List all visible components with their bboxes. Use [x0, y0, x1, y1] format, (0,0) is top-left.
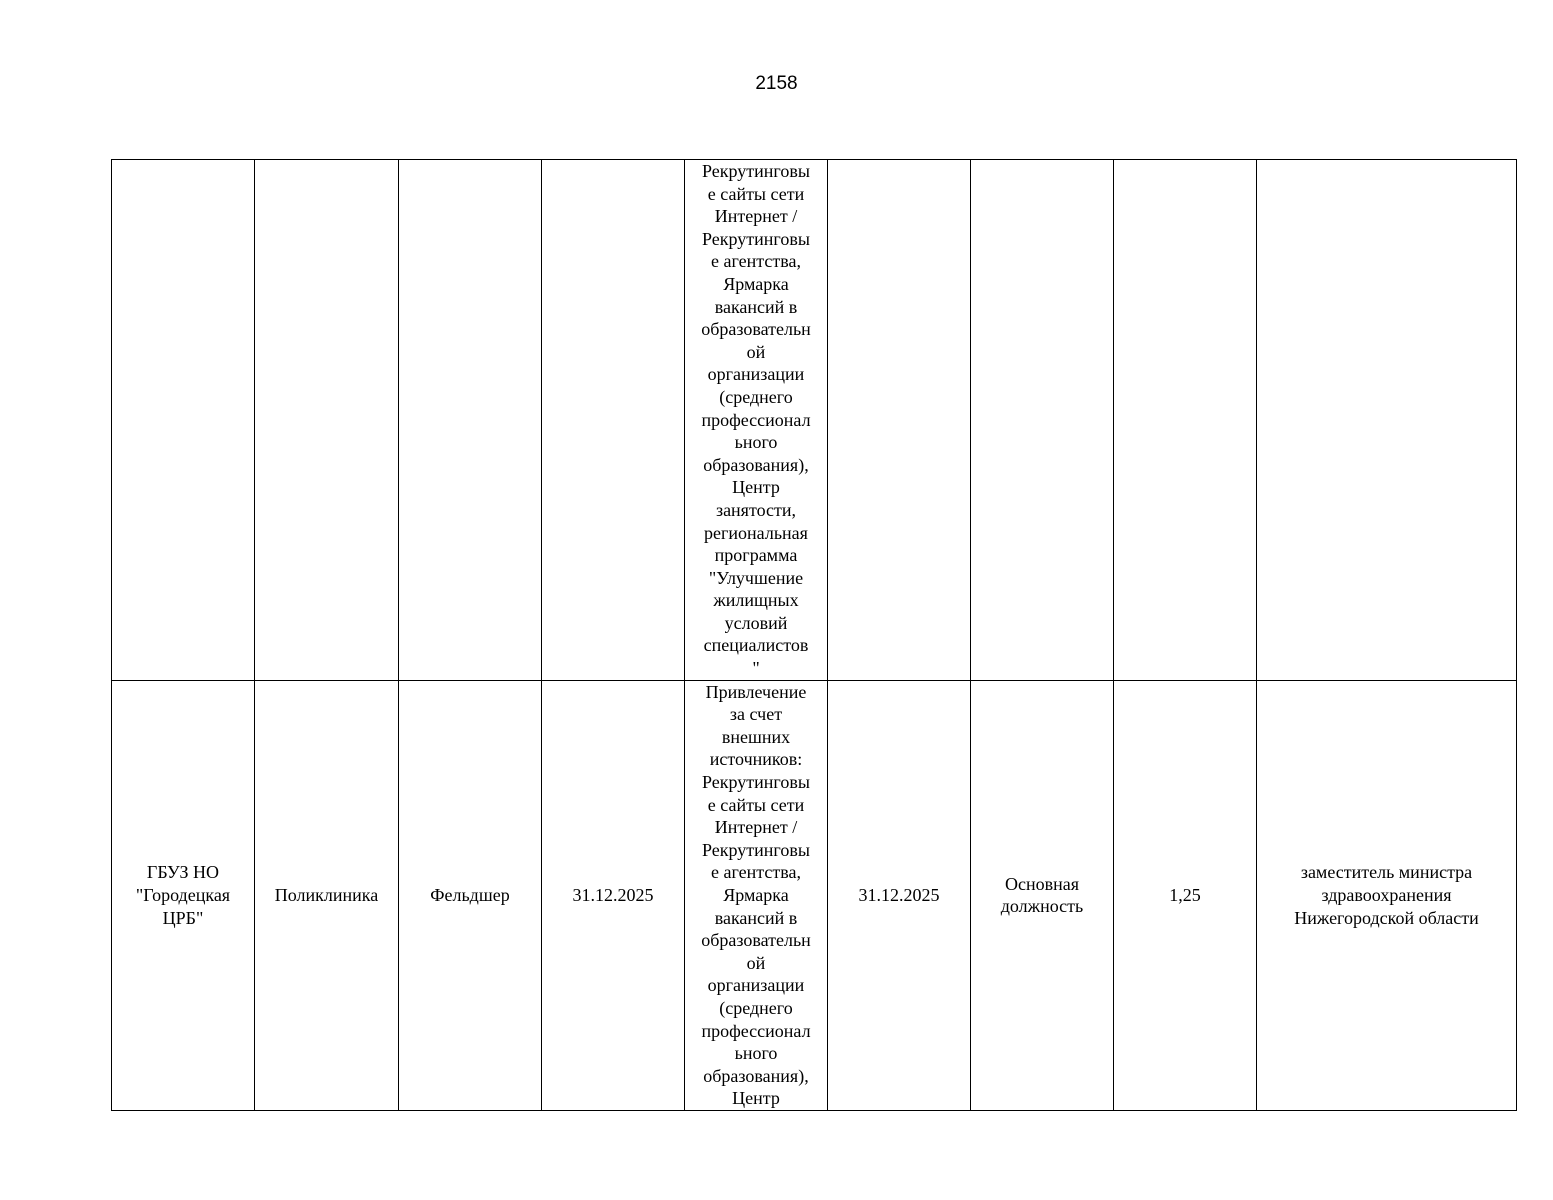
table-row: [112, 160, 1517, 681]
date-actual-cell: 31.12.2025: [828, 680, 971, 1110]
date-actual-cell: [828, 160, 971, 681]
rate-cell: 1,25: [1114, 680, 1257, 1110]
job-type-cell: [971, 160, 1114, 681]
job-type-cell: Основная должность: [971, 680, 1114, 1110]
organization-cell: ГБУЗ НО "Городецкая ЦРБ": [112, 680, 255, 1110]
organization-cell: [112, 160, 255, 681]
source-cell: Рекрутинговы е сайты сети Интернет / Рекрутинговы е агентства, Ярмарка вакансий в образовательн ой организации (среднего профессионал ьного образования), Центр занятости, региональная программа "Улучшение жилищных условий специалистов ": [685, 160, 828, 681]
responsible-cell: заместитель министра здравоохранения Нижегородской области: [1257, 680, 1517, 1110]
department-cell: Поликлиника: [255, 680, 399, 1110]
source-cell: Привлечение за счет внешних источников: Рекрутинговы е сайты сети Интернет / Рекрутинговы е агентства, Ярмарка вакансий в образовательн ой организации (среднего профессионал ьного образования), Центр: [685, 680, 828, 1110]
position-cell: [399, 160, 542, 681]
date-planned-cell: [542, 160, 685, 681]
vacancy-table: [111, 159, 1517, 1111]
date-planned-cell: 31.12.2025: [542, 680, 685, 1110]
page-number: 2158: [755, 73, 798, 94]
responsible-cell: [1257, 160, 1517, 681]
table-row: [112, 680, 1517, 1110]
position-cell: Фельдшер: [399, 680, 542, 1110]
rate-cell: [1114, 160, 1257, 681]
department-cell: [255, 160, 399, 681]
